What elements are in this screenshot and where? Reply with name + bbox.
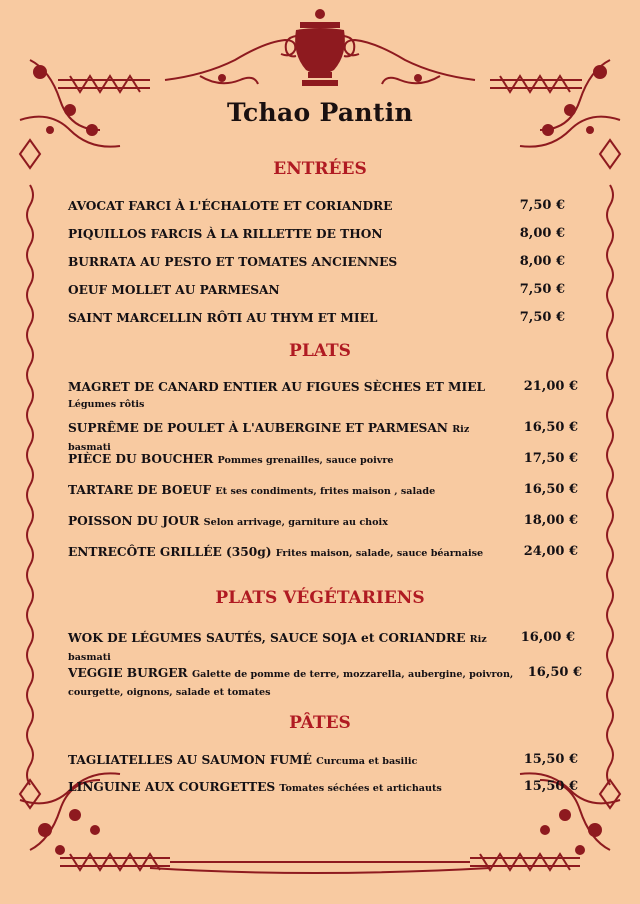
item-price: 7,50 €: [519, 198, 565, 213]
item-name: PIÈCE DU BOUCHER: [68, 452, 214, 466]
item-name: TAGLIATELLES AU SAUMON FUMÉ: [68, 753, 312, 767]
item-name: ENTRECÔTE GRILLÉE (350g): [68, 545, 272, 559]
menu-item: [68, 544, 512, 562]
item-price: 18,00 €: [523, 513, 578, 528]
menu-item: [68, 779, 512, 797]
section-heading-entrees: ENTRÉES: [273, 159, 367, 179]
item-name: LINGUINE AUX COURGETTES: [68, 780, 276, 794]
item-name: PIQUILLOS FARCIS À LA RILLETTE DE THON: [68, 227, 383, 241]
item-price: 24,00 €: [523, 544, 578, 559]
item-description: Selon arrivage, garniture au choix: [203, 517, 388, 528]
item-description: Légumes rôtis: [68, 399, 145, 410]
menu-item: [68, 665, 538, 701]
item-name: TARTARE DE BOEUF: [68, 483, 212, 497]
menu-item: [68, 630, 512, 666]
item-name: SUPRÊME DE POULET À L'AUBERGINE ET PARMESAN: [68, 421, 448, 435]
section-heading-pates: PÂTES: [289, 713, 351, 733]
item-name: BURRATA AU PESTO ET TOMATES ANCIENNES: [68, 255, 398, 269]
menu-item: [68, 513, 512, 531]
item-description: Et ses condiments, frites maison , salade: [215, 486, 436, 497]
item-description: Pommes grenailles, sauce poivre: [217, 455, 394, 466]
item-name: POISSON DU JOUR: [68, 514, 200, 528]
item-price: 15,50 €: [523, 752, 578, 767]
menu-item: [68, 226, 512, 242]
menu-item: [68, 282, 512, 298]
item-name: AVOCAT FARCI À L'ÉCHALOTE ET CORIANDRE: [68, 199, 393, 213]
item-price: 16,50 €: [527, 665, 582, 680]
item-price: 15,50 €: [523, 779, 578, 794]
menu-item: [68, 482, 512, 500]
item-price: 21,00 €: [523, 379, 578, 394]
menu-item: [68, 752, 512, 770]
menu-item: [68, 198, 512, 214]
menu-item: [68, 310, 512, 326]
menu-item: [68, 451, 512, 469]
item-description: Curcuma et basilic: [316, 756, 418, 767]
item-name: WOK DE LÉGUMES SAUTÉS, SAUCE SOJA et CORIANDRE: [68, 631, 466, 645]
section-heading-vegetariens: PLATS VÉGÉTARIENS: [215, 588, 425, 608]
item-description: Tomates séchées et artichauts: [279, 783, 442, 794]
item-price: 7,50 €: [519, 310, 565, 325]
item-price: 16,50 €: [523, 482, 578, 497]
restaurant-title: Tchao Pantin: [226, 98, 414, 127]
item-name: OEUF MOLLET AU PARMESAN: [68, 283, 280, 297]
section-heading-plats: PLATS: [289, 341, 351, 361]
item-price: 8,00 €: [519, 226, 565, 241]
item-description: Galette de pomme de terre, mozzarella, aubergine, poivron, courgette, oignons, salade et tomates: [68, 669, 514, 698]
item-description: Riz basmati: [68, 424, 470, 453]
item-description: Riz basmati: [68, 634, 487, 663]
item-price: 17,50 €: [523, 451, 578, 466]
item-price: 16,00 €: [520, 630, 575, 645]
item-price: 8,00 €: [519, 254, 565, 269]
item-name: MAGRET DE CANARD ENTIER AU FIGUES SÈCHES ET MIEL: [68, 380, 486, 394]
item-description: Frites maison, salade, sauce béarnaise: [275, 548, 484, 559]
menu-item: [68, 379, 512, 413]
item-price: 16,50 €: [523, 420, 578, 435]
item-name: SAINT MARCELLIN RÔTI AU THYM ET MIEL: [68, 311, 378, 325]
item-name: VEGGIE BURGER: [68, 666, 188, 680]
menu-item: [68, 254, 512, 270]
item-price: 7,50 €: [519, 282, 565, 297]
